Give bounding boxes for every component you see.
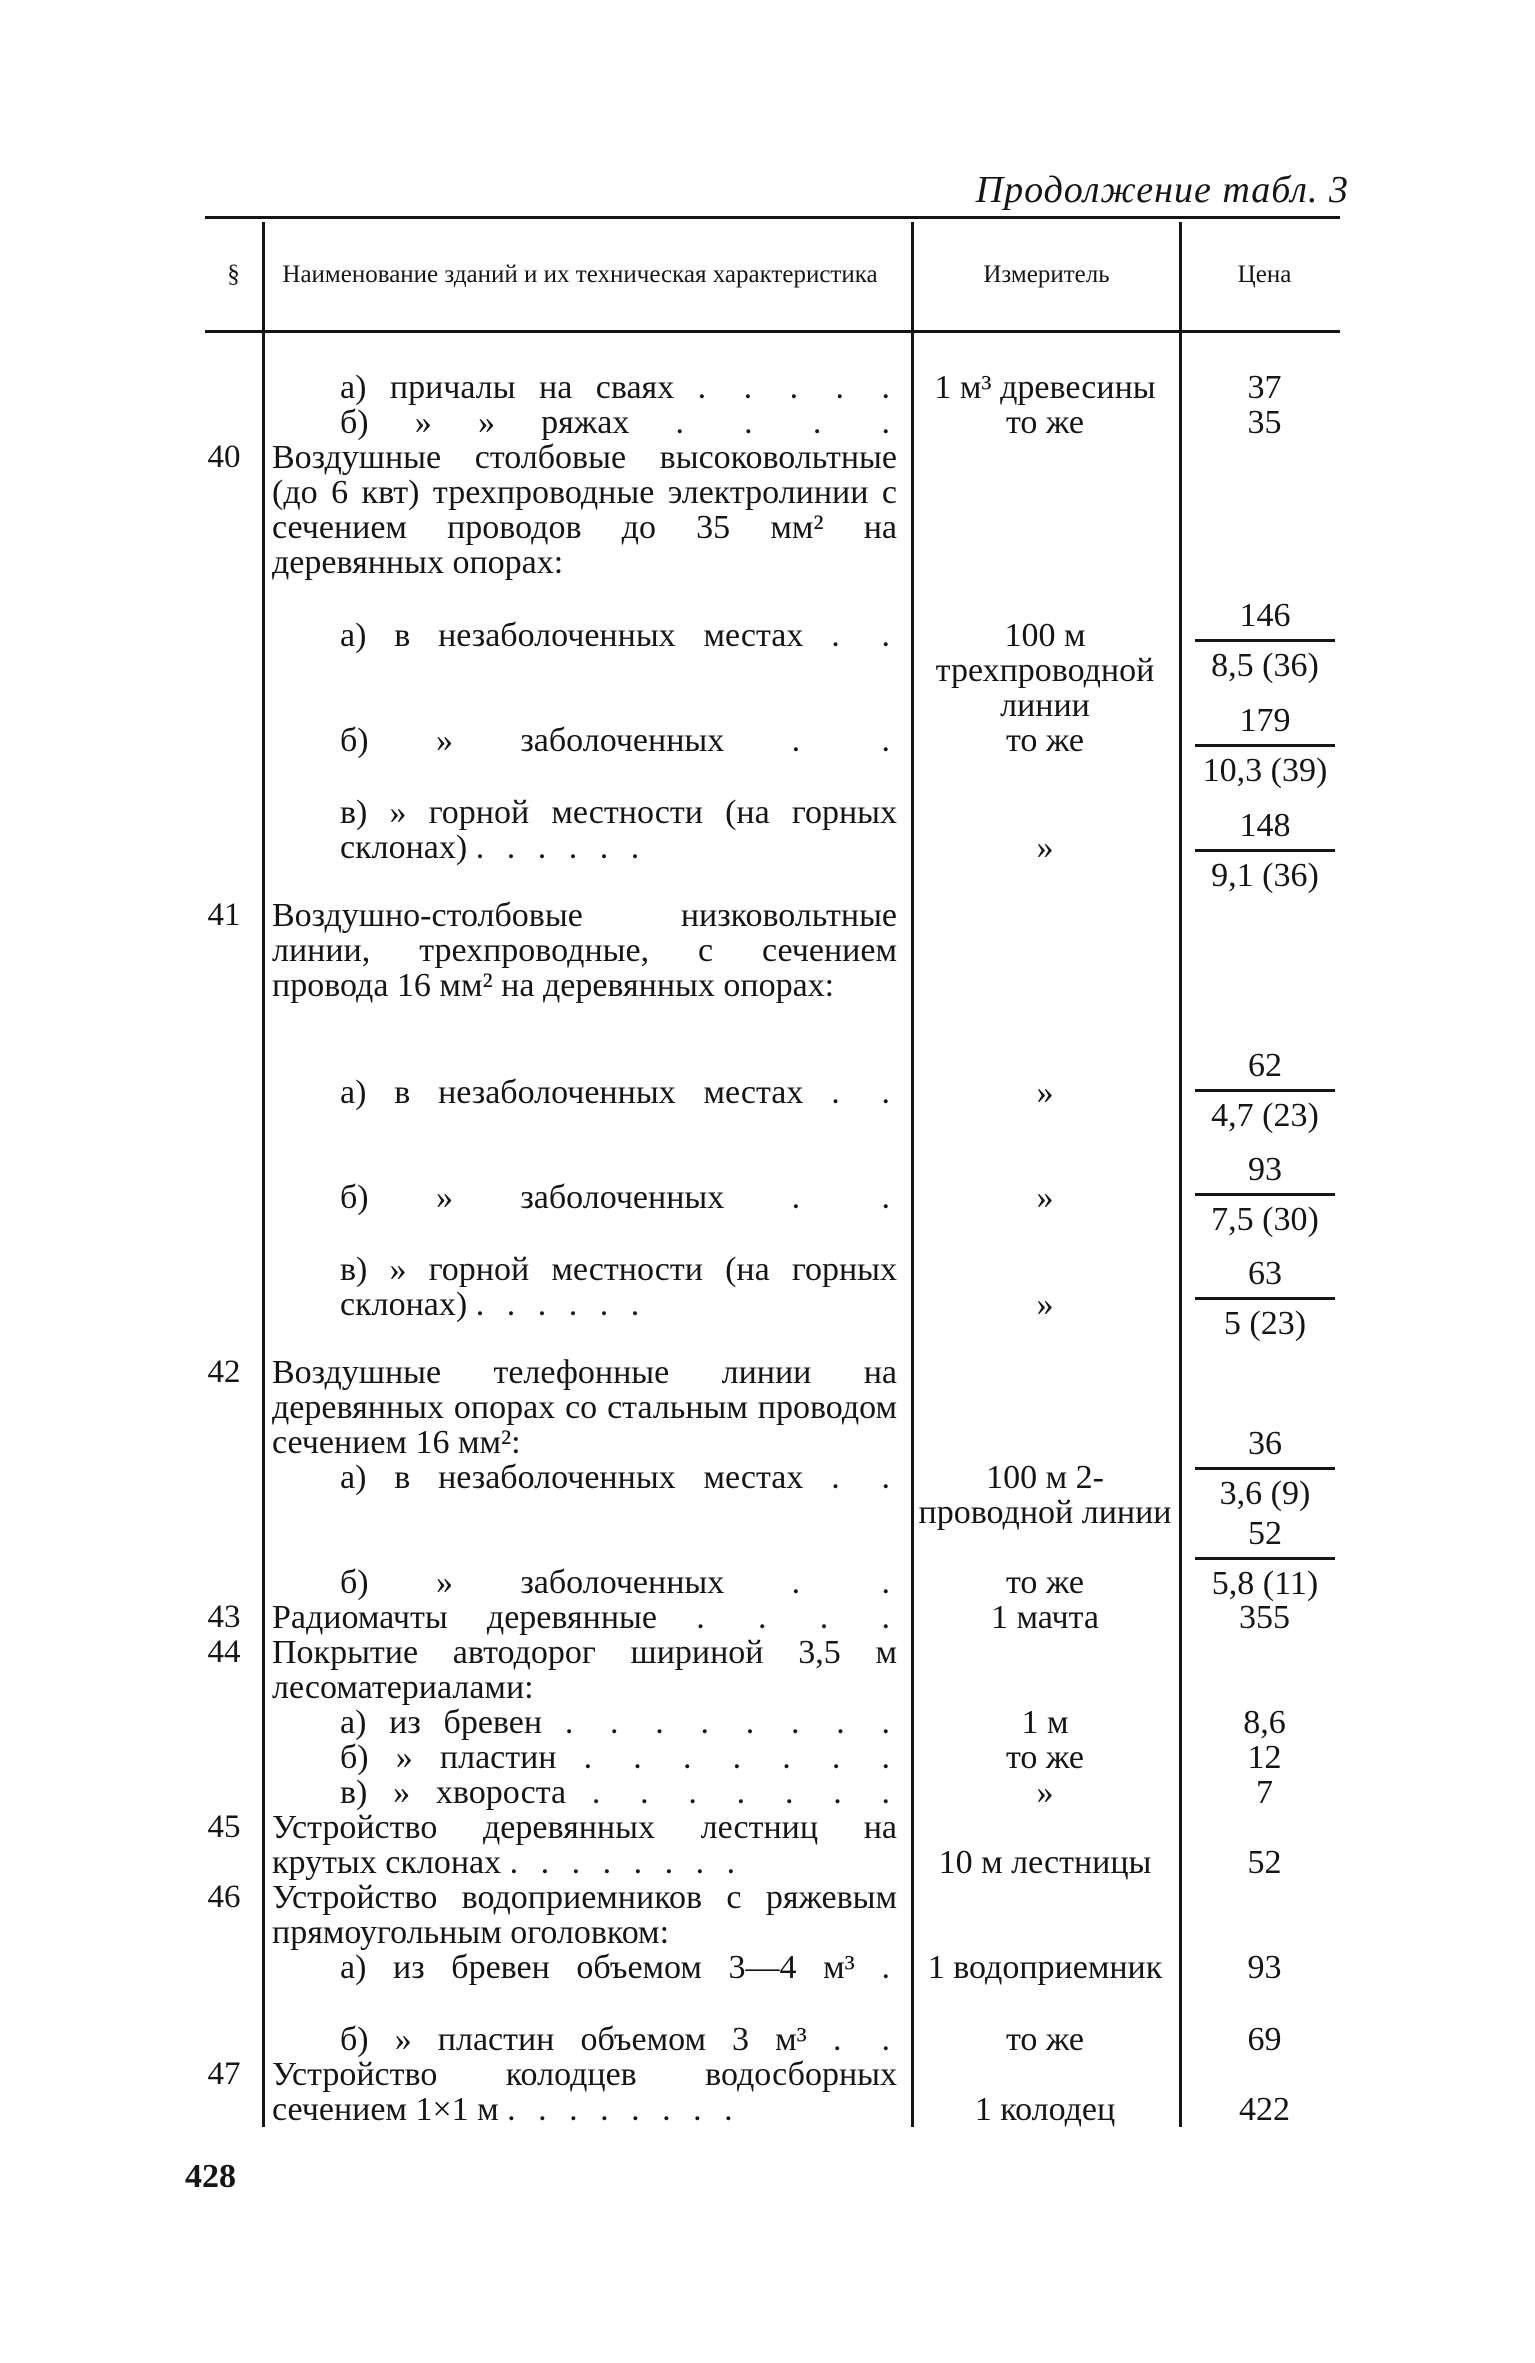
row-unit: 10 м лестницы xyxy=(938,1844,1152,1881)
table-row xyxy=(340,795,897,865)
section-number: 45 xyxy=(207,1809,241,1845)
leader-dots: . . xyxy=(791,1564,897,1601)
table-row xyxy=(340,1565,897,1600)
section-title: Устройство водоприемников с ряжевым прямоугольным оголовком: xyxy=(272,1879,897,1951)
table-row xyxy=(272,1810,897,1880)
leader-dots: . xyxy=(881,1949,897,1986)
row-price: 422 xyxy=(1239,2091,1290,2128)
leader-dots: . . . . . . . xyxy=(583,1739,898,1776)
table-row xyxy=(340,1705,897,1740)
row-unit: 1 водоприемник xyxy=(927,1949,1163,1986)
row-unit: то же xyxy=(1005,1564,1085,1601)
header-unit: Измеритель xyxy=(983,261,1110,288)
price-fraction xyxy=(1195,1426,1335,1511)
price-denominator: 7,5 (30) xyxy=(1211,1201,1319,1238)
row-unit: 1 колодец xyxy=(974,2091,1116,2128)
section-title: Воздушные телефонные линии на деревянных опорах со стальным проводом сечением 16 мм²: xyxy=(272,1354,897,1461)
price-numerator: 179 xyxy=(1195,703,1335,747)
price-fraction xyxy=(1195,598,1335,683)
row-price: 8,6 xyxy=(1243,1704,1286,1741)
row-unit: » xyxy=(1036,1286,1054,1323)
table-row xyxy=(340,2022,897,2057)
table-row xyxy=(340,723,897,758)
price-numerator: 93 xyxy=(1195,1152,1335,1196)
price-numerator: 148 xyxy=(1195,808,1335,852)
table-row xyxy=(340,1950,897,1985)
row-label: б) » заболоченных xyxy=(340,1564,725,1601)
row-label: а) из бревен объемом 3—4 м³ xyxy=(340,1949,855,1986)
row-unit: то же xyxy=(1005,1739,1085,1776)
section-number: 46 xyxy=(207,1879,241,1915)
leader-dots: . . . . . . . . xyxy=(509,1844,743,1881)
price-denominator: 9,1 (36) xyxy=(1211,857,1319,894)
row-unit: 1 мачта xyxy=(991,1599,1099,1636)
column-divider-1 xyxy=(262,222,265,2127)
price-denominator: 5,8 (11) xyxy=(1211,1565,1319,1602)
row-label: а) в незаболоченных местах xyxy=(340,1459,804,1496)
row-label: б) » пластин xyxy=(340,1739,557,1776)
price-numerator: 63 xyxy=(1195,1256,1335,1300)
row-unit: то же xyxy=(1005,404,1085,441)
table-row xyxy=(340,1252,897,1322)
leader-dots: . . . . xyxy=(675,404,898,441)
table-row xyxy=(340,618,897,653)
leader-dots: . . . . . . xyxy=(475,829,647,866)
column-divider-3 xyxy=(1179,222,1182,2127)
row-price: 355 xyxy=(1239,1599,1290,1636)
row-label: а) из бревен xyxy=(340,1704,543,1741)
row-unit: 1 м³ древесины xyxy=(934,369,1156,406)
table-row xyxy=(340,405,897,440)
price-fraction xyxy=(1195,703,1335,788)
row-label: Устройство деревянных лестниц на крутых склонах xyxy=(272,1809,897,1881)
leader-dots: . . xyxy=(831,1459,898,1496)
row-unit: 100 м 2-проводной линии xyxy=(918,1459,1172,1531)
row-label: б) » пластин объемом 3 м³ xyxy=(340,2021,807,2058)
section-title: Покрытие автодорог шириной 3,5 м лесоматериалами: xyxy=(272,1634,897,1706)
header-section: § xyxy=(227,261,240,288)
row-price: 69 xyxy=(1247,2021,1282,2058)
leader-dots: . . xyxy=(831,1074,898,1111)
row-price: 52 xyxy=(1247,1844,1282,1881)
row-unit: то же xyxy=(1005,722,1085,759)
price-denominator: 5 (23) xyxy=(1223,1305,1307,1342)
section-number: 47 xyxy=(207,2056,241,2092)
row-unit: » xyxy=(1036,1179,1054,1216)
row-price: 7 xyxy=(1256,1774,1273,1811)
table-row xyxy=(340,1775,897,1810)
row-label: б) » » ряжах xyxy=(340,404,630,441)
row-unit: » xyxy=(1036,1774,1054,1811)
row-label: в) » горной местности (на горных склонах) xyxy=(340,1251,897,1323)
table-row xyxy=(340,370,897,405)
section-number: 43 xyxy=(207,1599,241,1635)
leader-dots: . . . . . . xyxy=(475,1286,647,1323)
section-number: 41 xyxy=(207,897,241,933)
row-label: Радиомачты деревянные xyxy=(272,1599,657,1636)
price-denominator: 3,6 (9) xyxy=(1219,1475,1311,1512)
leader-dots: . . xyxy=(791,1179,897,1216)
row-price: 35 xyxy=(1247,404,1282,441)
price-numerator: 36 xyxy=(1195,1426,1335,1470)
section-title: Воздушно-столбовые низковольтные линии, трехпроводные, с сечением провода 16 мм² на деревянных опорах: xyxy=(272,897,897,1004)
price-numerator: 52 xyxy=(1195,1516,1335,1560)
row-unit: то же xyxy=(1005,2021,1085,2058)
table-row xyxy=(340,1180,897,1215)
row-price: 93 xyxy=(1247,1949,1282,1986)
section-number: 44 xyxy=(207,1634,241,1670)
price-numerator: 62 xyxy=(1195,1048,1335,1092)
price-fraction xyxy=(1195,1152,1335,1237)
table-row xyxy=(272,2057,897,2127)
price-fraction xyxy=(1195,1256,1335,1341)
table-row xyxy=(340,1460,897,1495)
leader-dots: . . xyxy=(831,617,898,654)
header-name: Наименование зданий и их техническая характеристика xyxy=(282,261,878,288)
row-unit: 1 м xyxy=(1021,1704,1069,1741)
row-price: 37 xyxy=(1247,369,1282,406)
row-label: Устройство колодцев водосборных сечением 1×1 м xyxy=(272,2056,897,2128)
price-numerator: 146 xyxy=(1195,598,1335,642)
table-row xyxy=(340,1740,897,1775)
section-number: 40 xyxy=(207,439,241,475)
section-title: Воздушные столбовые высоковольтные (до 6 квт) трехпроводные электролинии с сечением проводов до 35 мм² на деревянных опорах: xyxy=(272,439,897,581)
price-denominator: 8,5 (36) xyxy=(1211,647,1319,684)
price-fraction xyxy=(1195,1516,1335,1601)
price-fraction xyxy=(1195,808,1335,893)
price-denominator: 10,3 (39) xyxy=(1202,752,1328,789)
page-number: 428 xyxy=(185,2158,236,2195)
column-divider-2 xyxy=(911,222,914,2127)
row-label: а) причалы на сваях xyxy=(340,369,675,406)
price-denominator: 4,7 (23) xyxy=(1211,1097,1319,1134)
price-fraction xyxy=(1195,1048,1335,1133)
table-caption: Продолжение табл. 3 xyxy=(975,169,1349,211)
row-price: 12 xyxy=(1247,1739,1282,1776)
section-number: 42 xyxy=(207,1354,241,1390)
row-label: в) » хвороста xyxy=(340,1774,567,1811)
leader-dots: . . . . . . . xyxy=(591,1774,898,1811)
leader-dots: . . . . . . . . xyxy=(507,2091,740,2128)
row-label: а) в незаболоченных местах xyxy=(340,617,804,654)
row-unit: » xyxy=(1036,1074,1054,1111)
row-unit: » xyxy=(1036,829,1054,866)
row-label: б) » заболоченных xyxy=(340,722,725,759)
row-unit: 100 м трехпроводной линии xyxy=(935,617,1155,724)
row-label: в) » горной местности (на горных склонах) xyxy=(340,794,897,866)
header-price: Цена xyxy=(1237,261,1292,288)
table-top-rule xyxy=(205,216,1340,219)
header-bottom-rule xyxy=(205,330,1340,333)
leader-dots: . . xyxy=(832,2021,898,2058)
leader-dots: . . xyxy=(791,722,897,759)
leader-dots: . . . . . . . . xyxy=(564,1704,898,1741)
row-label: а) в незаболоченных местах xyxy=(340,1074,804,1111)
leader-dots: . . . . . xyxy=(697,369,898,406)
row-label: б) » заболоченных xyxy=(340,1179,725,1216)
leader-dots: . . . . xyxy=(696,1599,898,1636)
table-row xyxy=(340,1075,897,1110)
table-row xyxy=(272,1600,897,1635)
